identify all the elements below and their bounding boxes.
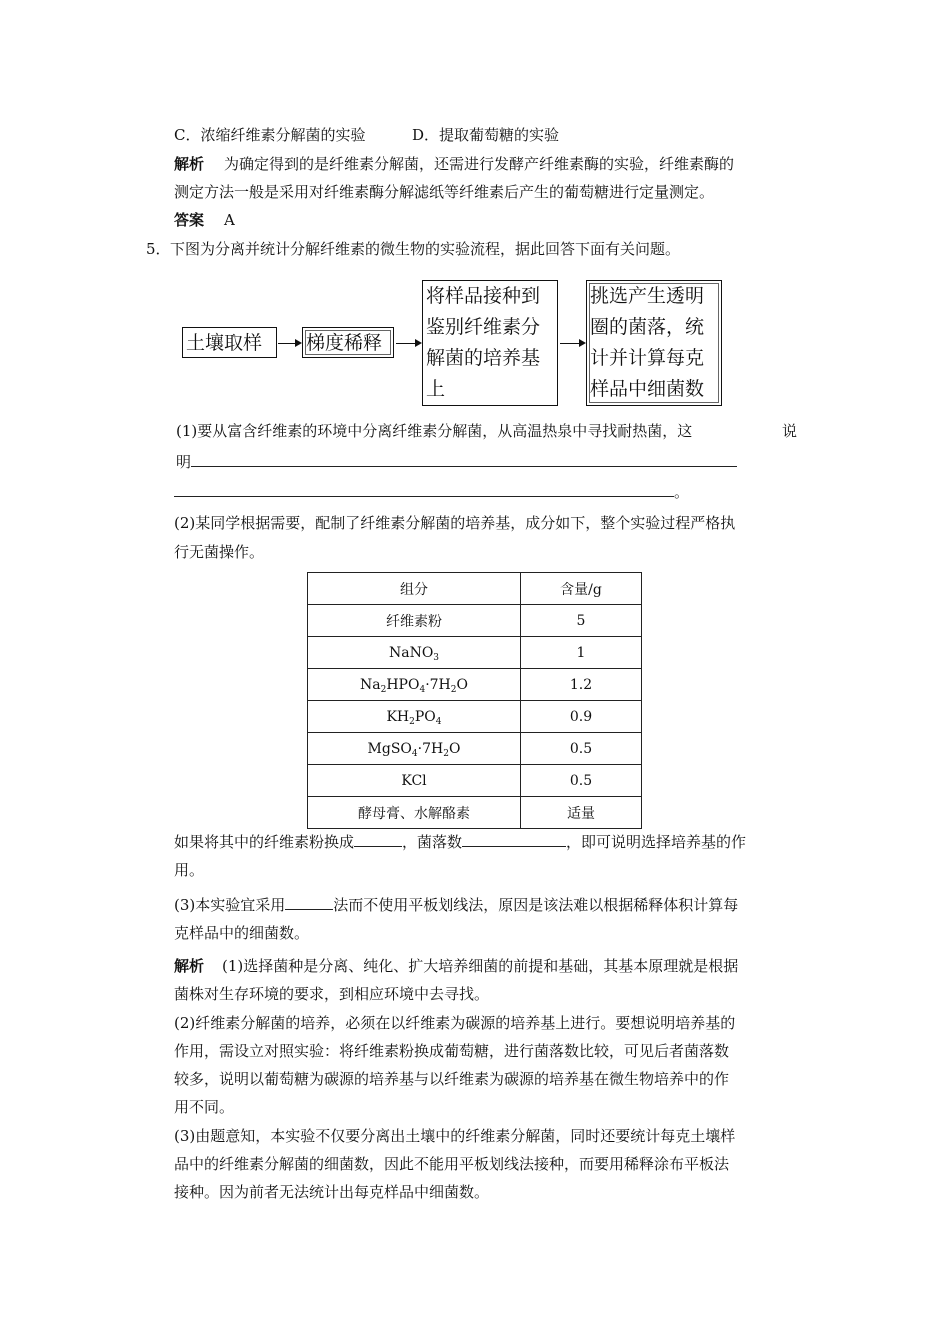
q2-after-line2: 用。: [174, 861, 205, 879]
table-header-amount: 含量/g: [521, 573, 642, 605]
option-d: D．提取葡萄糖的实验: [412, 126, 560, 144]
q2-after-b: ，菌落数: [402, 833, 463, 851]
prev-analysis-line1: 为确定得到的是纤维素分解菌，还需进行发酵产纤维素酶的实验，纤维素酶的: [224, 155, 735, 173]
table-cell-amount: 0.5: [521, 733, 642, 765]
q3-line1: [174, 893, 738, 916]
q1-end: 。: [674, 483, 690, 501]
table-cell-formula: NaNO$_3$: [388, 644, 440, 663]
flow-step3-line1: 将样品接种到: [426, 285, 541, 307]
flow-step4-line3: 计并计算每克: [590, 347, 705, 369]
table-header-row: [308, 573, 642, 605]
table-cell-amount: 1.2: [521, 669, 642, 701]
table-row: [308, 701, 642, 733]
q2-after-a: 如果将其中的纤维素粉换成: [174, 833, 355, 851]
table-row: [308, 669, 642, 701]
analysis-p2-line2: 作用，需设立对照实验：将纤维素粉换成葡萄糖，进行菌落数比较，可见后者菌落数: [174, 1042, 730, 1060]
flow-step3-line2: 鉴别纤维素分: [426, 316, 541, 338]
table-header-component: 组分: [308, 573, 521, 605]
q2-blank-1[interactable]: [354, 830, 402, 847]
flow-step3-line4: 上: [426, 378, 446, 400]
analysis-p1-line1: (1)选择菌种是分离、纯化、扩大培养细菌的前提和基础，其基本原理就是根据: [222, 957, 739, 975]
table-row: [308, 637, 642, 669]
q2-after-line1: [174, 830, 746, 853]
table-cell-component: [308, 637, 521, 669]
q3-line2: 克样品中的细菌数。: [174, 924, 310, 942]
table-cell-component: 纤维素粉: [308, 605, 521, 637]
prev-answer-value: A: [224, 211, 235, 229]
q2-blank-2[interactable]: [462, 830, 566, 847]
flow-step2-label: 梯度稀释: [306, 332, 383, 354]
analysis-p2-line4: 用不同。: [174, 1098, 235, 1116]
analysis-p3-line3: 接种。因为前者无法统计出每克样品中细菌数。: [174, 1183, 490, 1201]
q3-b: 法而不使用平板划线法，原因是该法难以根据稀释体积计算每: [333, 896, 739, 914]
flow-step-gradient-dilution: [302, 327, 394, 358]
question-number: 5．: [146, 240, 171, 258]
flow-step4-line1: 挑选产生透明: [590, 285, 705, 307]
flow-arrow-1: [278, 343, 300, 344]
flow-arrow-3: [560, 343, 584, 344]
analysis-p2-line1: (2)纤维素分解菌的培养，必须在以纤维素为碳源的培养基上进行。要想说明培养基的: [174, 1014, 736, 1032]
q3-a: (3)本实验宜采用: [174, 896, 286, 914]
q1-text: (1)要从富含纤维素的环境中分离纤维素分解菌，从高温热泉中寻找耐热菌，这: [176, 422, 693, 440]
table-cell-amount: 0.5: [521, 765, 642, 797]
flow-step1-label: 土壤取样: [186, 332, 263, 354]
table-row: [308, 797, 642, 829]
q2-line1: (2)某同学根据需要，配制了纤维素分解菌的培养基，成分如下，整个实验过程严格执: [174, 514, 736, 532]
table-row: [308, 765, 642, 797]
table-cell-amount: 适量: [521, 797, 642, 829]
q2-after-c: ，即可说明选择培养基的作: [566, 833, 747, 851]
table-row: [308, 733, 642, 765]
table-cell-formula: $Na_2HPO_4\cdot 7H_2O$: [360, 676, 468, 695]
table-cell-formula: $MgSO_4\cdot 7H_2O$: [367, 740, 461, 759]
question-stem: 下图为分离并统计分解纤维素的微生物的实验流程，据此回答下面有关问题。: [170, 240, 681, 258]
prev-analysis-line2: 测定方法一般是采用对纤维素酶分解滤纸等纤维素后产生的葡萄糖进行定量测定。: [174, 183, 715, 201]
flow-step4-line2: 圈的菌落，统: [590, 316, 705, 338]
table-cell-amount: 0.9: [521, 701, 642, 733]
option-c: C．浓缩纤维素分解菌的实验: [174, 126, 366, 144]
analysis-p3-line1: (3)由题意知，本实验不仅要分离出土壤中的纤维素分解菌，同时还要统计每克土壤样: [174, 1127, 736, 1145]
flow-arrow-2: [396, 343, 420, 344]
flow-step-inoculate: [422, 280, 558, 406]
prev-answer-label: 答案: [174, 211, 205, 229]
table-cell-component: [308, 669, 521, 701]
flow-step3-line3: 解菌的培养基: [426, 347, 541, 369]
prev-analysis-label: 解析: [174, 155, 205, 173]
q2-line2: 行无菌操作。: [174, 543, 265, 561]
table-cell-formula: $KH_2PO_4$: [386, 708, 442, 727]
flow-step-soil-sampling: [182, 327, 277, 358]
q3-blank[interactable]: [285, 893, 333, 910]
q1-line2: [176, 450, 737, 473]
table-cell-amount: 1: [521, 637, 642, 669]
table-cell-component: [308, 733, 521, 765]
q1-shuo: 说: [782, 422, 798, 440]
flow-step-select-count: [586, 280, 722, 406]
table-cell-amount: 5: [521, 605, 642, 637]
analysis-label: 解析: [174, 957, 205, 975]
q1-blank-2[interactable]: [174, 480, 674, 497]
q1-line3: [174, 480, 689, 503]
analysis-p2-line3: 较多，说明以葡萄糖为碳源的培养基与以纤维素为碳源的培养基在微生物培养中的作: [174, 1070, 730, 1088]
medium-composition-table: [307, 572, 642, 829]
q1-ming: 明: [176, 453, 192, 471]
table-cell-component: KCl: [308, 765, 521, 797]
table-cell-component: [308, 701, 521, 733]
table-row: [308, 605, 642, 637]
table-cell-component: 酵母膏、水解酪素: [308, 797, 521, 829]
analysis-p3-line2: 品中的纤维素分解菌的细菌数，因此不能用平板划线法接种，而要用稀释涂布平板法: [174, 1155, 730, 1173]
flow-step4-line4: 样品中细菌数: [590, 378, 705, 400]
q1-blank-1[interactable]: [191, 450, 737, 467]
analysis-p1-line2: 菌株对生存环境的要求，到相应环境中去寻找。: [174, 985, 490, 1003]
